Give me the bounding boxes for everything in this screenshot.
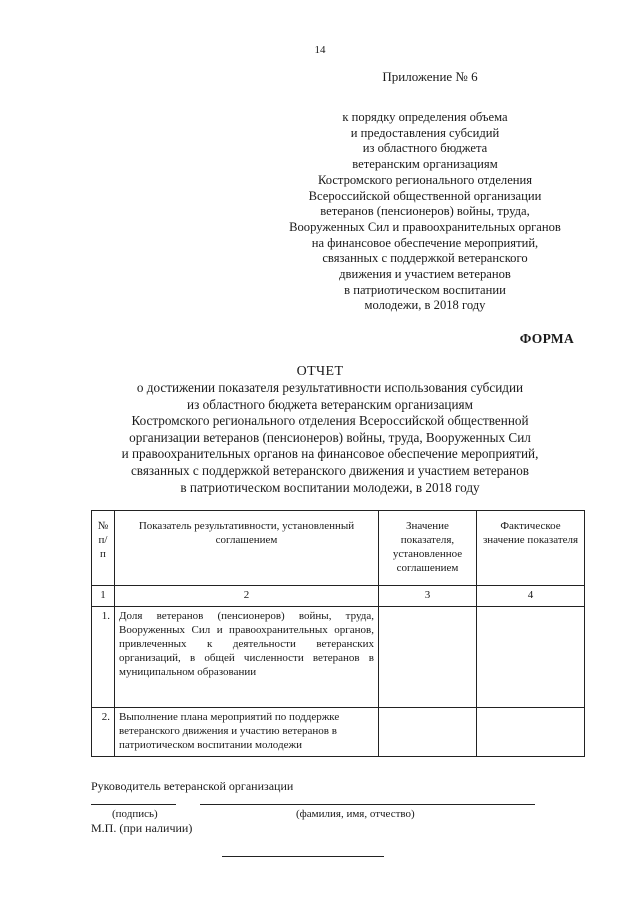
signature-hint: (подпись): [112, 808, 158, 820]
reference-line: на финансовое обеспечение мероприятий,: [311, 235, 539, 250]
reference-line: к порядку определения объема: [342, 110, 508, 124]
column-number: 2: [115, 586, 379, 607]
reference-line: молодежи, в 2018 году: [364, 298, 486, 313]
table-header-row: [92, 511, 585, 586]
signature-line[interactable]: [91, 804, 176, 805]
appendix-title: Приложение № 6: [382, 69, 478, 84]
column-numbers-row: [92, 586, 585, 607]
row-actual-value[interactable]: [477, 708, 585, 757]
reference-line: связанных с поддержкой ветеранского: [322, 251, 528, 266]
header-indicator: Показатель результативности, установленный соглашением: [115, 511, 379, 586]
reference-line: Костромского регионального отделения: [317, 172, 533, 187]
subtitle-line: Костромского регионального отделения Всероссийской общественной: [131, 413, 529, 429]
row-indicator: Доля ветеранов (пенсионеров) войны, труда, Вооруженных Сил и правоохранительных органов, привлеченных к деятельности ветеранских организаций, в общей численности ветеранов в муниципальном образовании: [115, 607, 379, 708]
footnote-separator: [222, 856, 384, 857]
seal-label: М.П. (при наличии): [91, 821, 193, 835]
page-number: 14: [314, 44, 326, 56]
header-actual: Фактическое значение показателя: [477, 511, 585, 586]
full-name-hint: (фамилия, имя, отчество): [296, 808, 415, 820]
subtitle-line: о достижении показателя результативности использования субсидии: [136, 380, 524, 395]
header-number: № п/п: [92, 511, 115, 586]
reference-line: в патриотическом воспитании: [344, 282, 506, 297]
row-planned-value[interactable]: [379, 607, 477, 708]
reference-line: и предоставления субсидий: [350, 125, 500, 140]
reference-line: ветеранов (пенсионеров) войны, труда,: [320, 204, 530, 219]
row-indicator: Выполнение плана мероприятий по поддержке ветеранского движения и участию ветеранов в патриотическом воспитании молодежи: [115, 708, 379, 757]
subtitle-line: и правоохранительных органов на финансовое обеспечение мероприятий,: [121, 446, 539, 462]
reference-line: Всероссийской общественной организации: [308, 188, 542, 203]
header-planned: Значение показателя, установленное соглашением: [379, 511, 477, 586]
subtitle-line: организации ветеранов (пенсионеров) войны, труда, Вооруженных Сил: [129, 429, 531, 445]
column-number: 1: [92, 586, 115, 607]
report-title: ОТЧЕТ: [296, 364, 344, 379]
reference-line: ветеранским организациям: [352, 157, 498, 172]
subtitle-line: в патриотическом воспитании молодежи, в 2018 году: [180, 479, 480, 495]
column-number: 3: [379, 586, 477, 607]
reference-line: из областного бюджета: [362, 141, 488, 156]
form-label: ФОРМА: [519, 331, 574, 346]
row-actual-value[interactable]: [477, 607, 585, 708]
report-subtitle: [40, 380, 620, 496]
column-number: 4: [477, 586, 585, 607]
row-number: 2.: [92, 708, 115, 757]
subtitle-line: из областного бюджета ветеранским организациям: [187, 396, 473, 412]
leader-label: Руководитель ветеранской организации: [91, 779, 294, 793]
table-row: [92, 708, 585, 757]
subtitle-line: связанных с поддержкой ветеранского движения и участием ветеранов: [130, 462, 530, 478]
row-planned-value[interactable]: [379, 708, 477, 757]
reference-line: движения и участием ветеранов: [339, 267, 511, 282]
reference-line: Вооруженных Сил и правоохранительных органов: [289, 219, 561, 234]
table-row: [92, 607, 585, 708]
row-number: 1.: [92, 607, 115, 708]
full-name-line[interactable]: [200, 804, 535, 805]
appendix-reference: [260, 110, 590, 314]
indicator-table: [91, 510, 585, 757]
